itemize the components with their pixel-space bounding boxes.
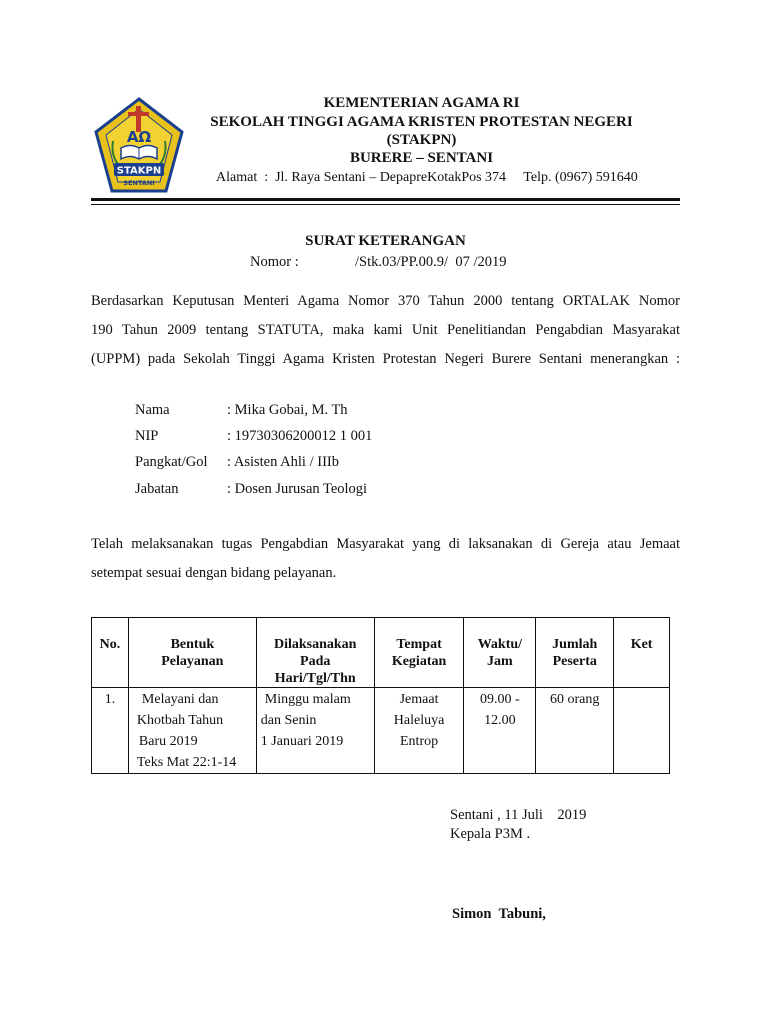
header-location: BURERE – SENTANI — [349, 150, 494, 166]
signature-place-date: Sentani , 11 Juli 2019 — [450, 807, 587, 823]
intro-line: (UPPM) pada Sekolah Tinggi Agama Kristen Protestan Negeri Burere Sentani menerangkan : — [91, 351, 680, 367]
logo-band-text: STAKPN — [116, 165, 162, 177]
cell-tempat: Jemaat Haleluya Entrop — [374, 688, 464, 774]
logo-bottom-text: SENTANI — [123, 179, 155, 187]
header-acronym: (STAKPN) — [386, 132, 457, 148]
info-label: Nama — [135, 402, 170, 418]
info-label: NIP — [135, 428, 159, 444]
info-value: : Dosen Jurusan Teologi — [227, 481, 368, 497]
body-line: setempat sesuai dengan bidang pelayanan. — [91, 565, 337, 581]
body-line: Telah melaksanakan tugas Pengabdian Masyarakat yang di laksanakan di Gereja atau Jemaat — [91, 536, 680, 552]
cell-no: 1. — [92, 688, 129, 774]
number-value: /Stk.03/PP.00.9/ 07 /2019 — [355, 254, 507, 270]
intro-paragraph — [91, 287, 680, 374]
header-tempat: Tempat Kegiatan — [374, 618, 464, 688]
header-rule-thin — [91, 204, 680, 205]
header-no: No. — [92, 618, 129, 688]
intro-line: 190 Tahun 2009 tentang STATUTA, maka kami Unit Penelitiandan Pengabdian Masyarakat — [91, 322, 680, 338]
stakpn-logo — [93, 96, 185, 196]
info-value: : Asisten Ahli / IIIb — [227, 454, 339, 470]
signature-position: Kepala P3M . — [450, 826, 531, 842]
cell-jumlah: 60 orang — [536, 688, 614, 774]
header-rule-thick — [91, 198, 680, 201]
cell-ket — [614, 688, 670, 774]
info-label: Jabatan — [135, 481, 179, 497]
service-table — [91, 617, 670, 774]
cell-dilaksanakan: Minggu malam dan Senin 1 Januari 2019 — [256, 688, 374, 774]
table-row — [92, 688, 670, 774]
number-label: Nomor : — [250, 254, 299, 270]
body-paragraph — [91, 530, 680, 588]
header-ket: Ket — [614, 618, 670, 688]
cell-waktu: 09.00 - 12.00 — [464, 688, 536, 774]
info-value: : 19730306200012 1 001 — [227, 428, 373, 444]
info-value: : Mika Gobai, M. Th — [227, 402, 348, 418]
header-institution: SEKOLAH TINGGI AGAMA KRISTEN PROTESTAN NEGERI — [210, 114, 633, 130]
header-ministry: KEMENTERIAN AGAMA RI — [323, 95, 520, 111]
header-waktu: Waktu/ Jam — [464, 618, 536, 688]
header-dilaksanakan: Dilaksanakan Pada Hari/Tgl/Thn — [256, 618, 374, 688]
cell-bentuk: Melayani dan Khotbah Tahun Baru 2019 Teks Mat 22:1-14 — [128, 688, 256, 774]
info-label: Pangkat/Gol — [135, 454, 208, 470]
header-jumlah: Jumlah Peserta — [536, 618, 614, 688]
document-title: SURAT KETERANGAN — [305, 233, 466, 249]
logo-top-text: ΑΩ — [126, 128, 152, 146]
table-header-row — [92, 618, 670, 688]
intro-line: Berdasarkan Keputusan Menteri Agama Nomor 370 Tahun 2000 tentang ORTALAK Nomor — [91, 293, 680, 309]
signature-name: Simon Tabuni, — [452, 906, 546, 922]
header-address: Alamat : Jl. Raya Sentani – DepapreKotakPos 374 Telp. (0967) 591640 — [216, 170, 638, 185]
header-bentuk: Bentuk Pelayanan — [128, 618, 256, 688]
